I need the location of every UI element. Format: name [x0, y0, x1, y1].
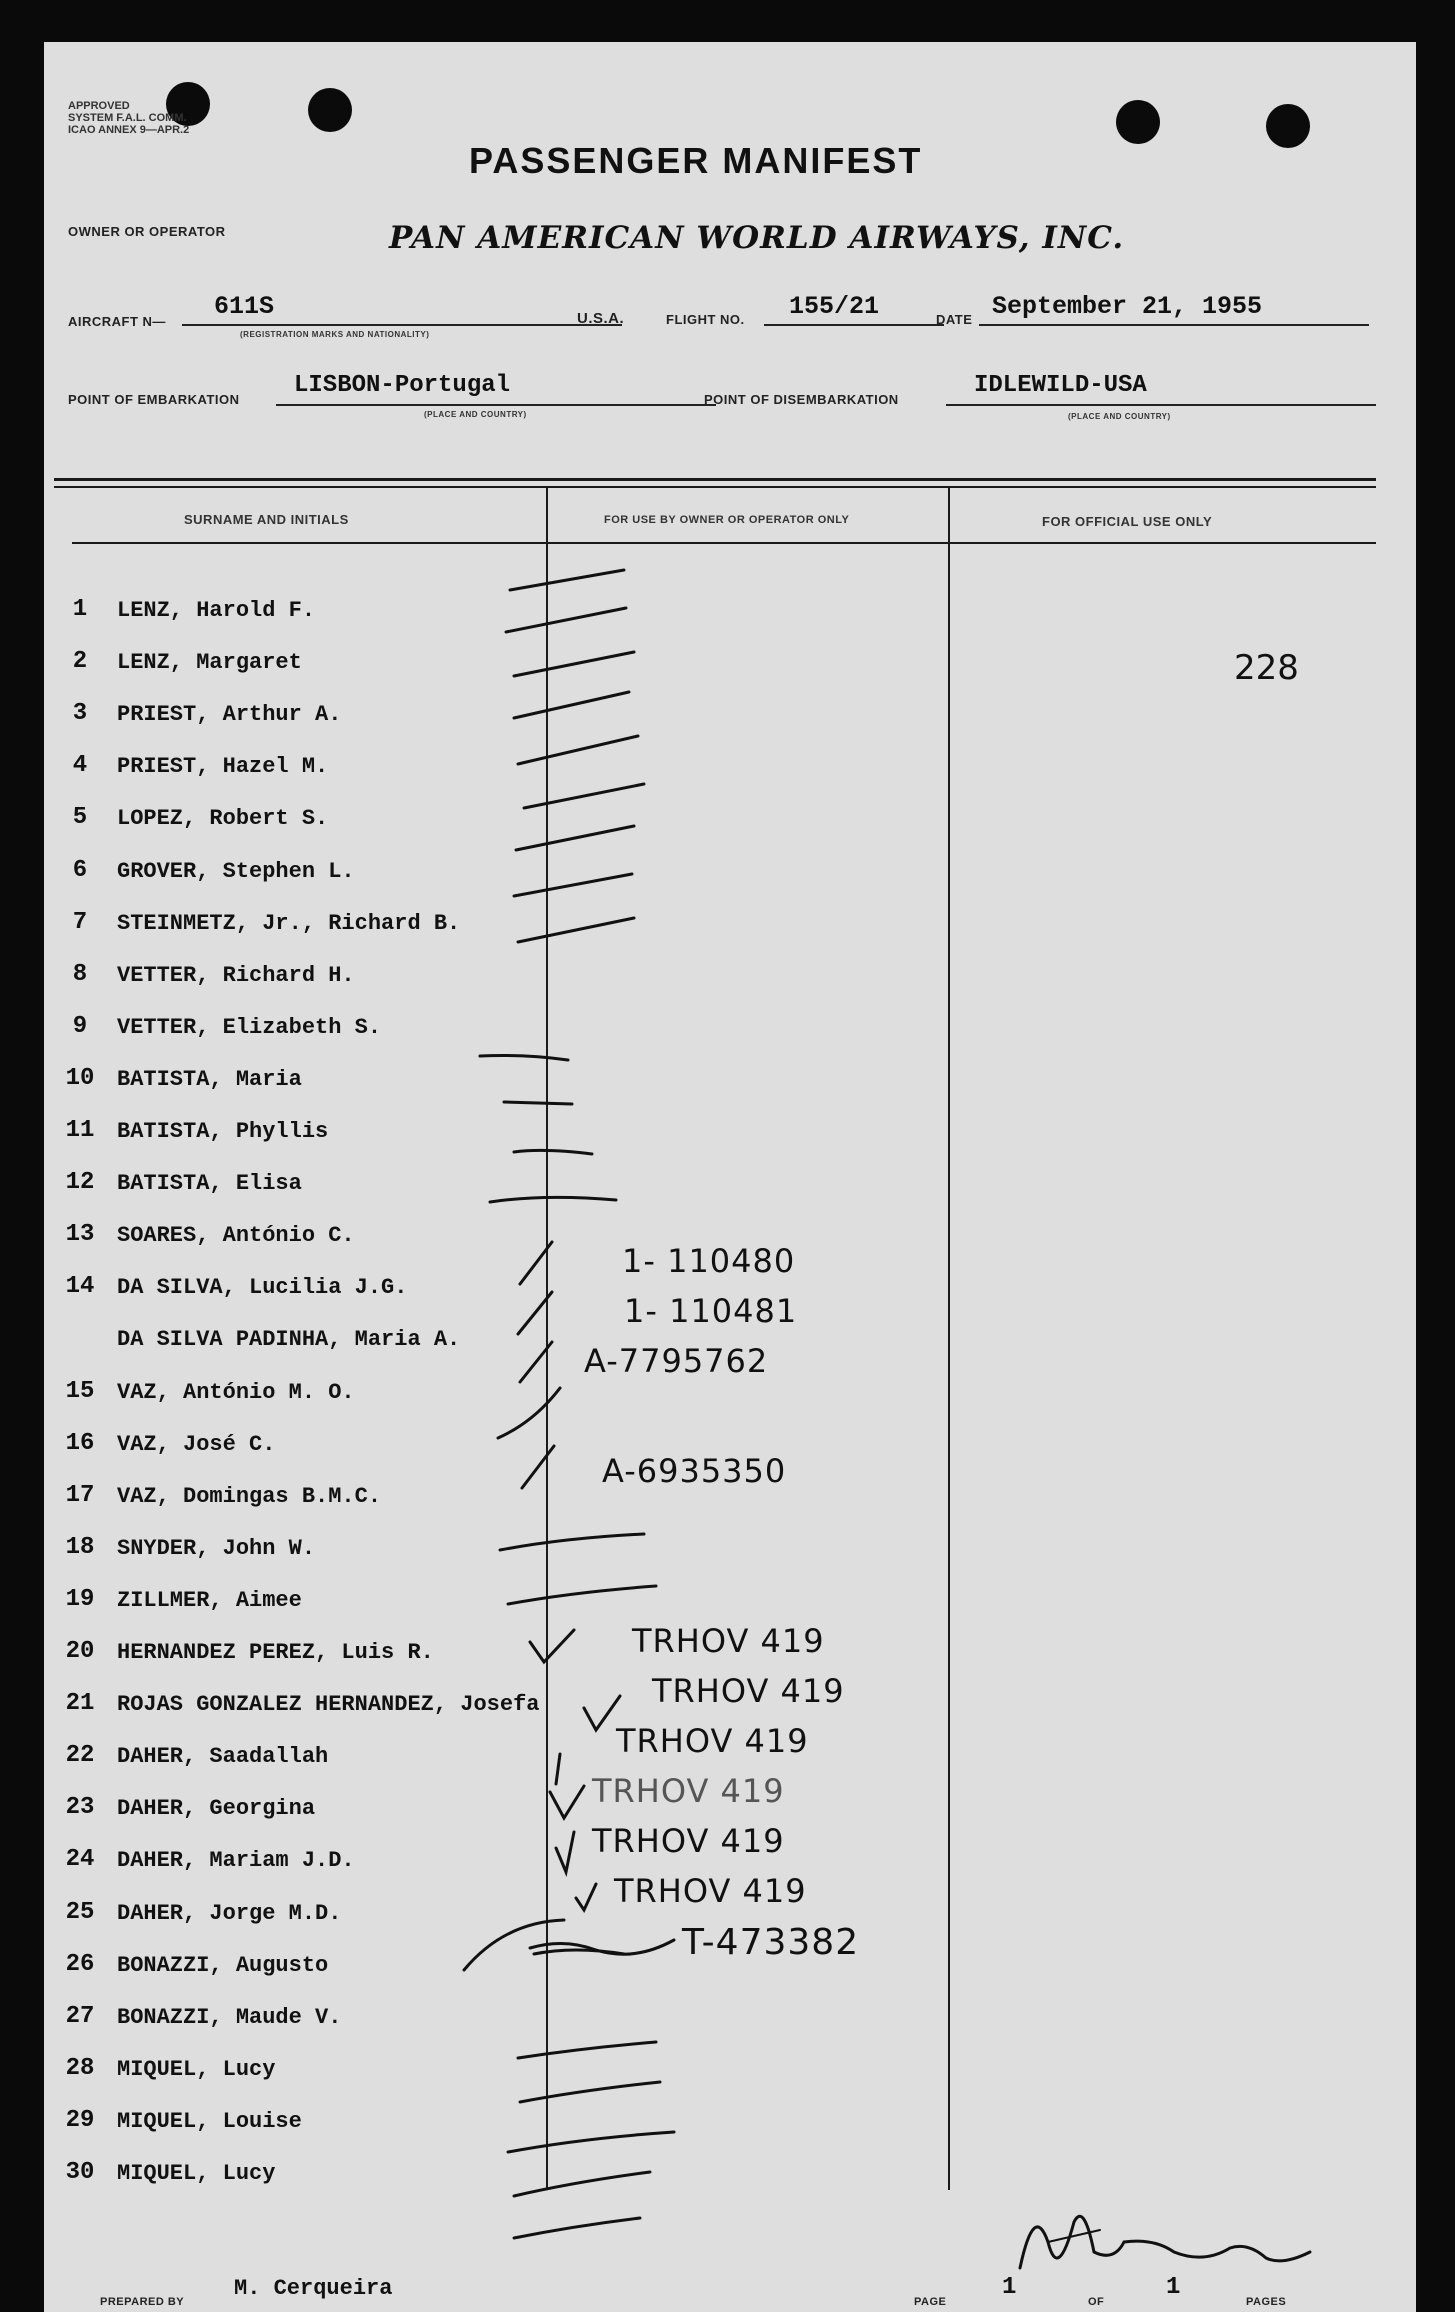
passenger-number: 14 — [65, 1273, 95, 1300]
passenger-number: 20 — [65, 1638, 95, 1665]
passenger-name: DAHER, Saadallah — [117, 1744, 329, 1769]
passenger-number: 30 — [65, 2159, 95, 2186]
passenger-number: 23 — [65, 1794, 95, 1821]
manifest-sheet — [44, 42, 1416, 2312]
passenger-name: MIQUEL, Lucy — [117, 2057, 276, 2082]
page-title: PASSENGER MANIFEST — [469, 140, 923, 181]
passenger-name: DAHER, Mariam J.D. — [117, 1848, 355, 1873]
embarkation-label: POINT OF EMBARKATION — [68, 392, 240, 407]
passenger-name: MIQUEL, Lucy — [117, 2161, 276, 2186]
passenger-number: 28 — [65, 2055, 95, 2082]
of-value: 1 — [1166, 2274, 1181, 2301]
passenger-number: 13 — [65, 1221, 95, 1248]
passenger-number: 26 — [65, 1951, 95, 1978]
embarkation-value: LISBON-Portugal — [294, 372, 511, 399]
flight-value: 155/21 — [789, 292, 880, 321]
passenger-name: LENZ, Margaret — [117, 650, 302, 675]
passenger-number: 12 — [65, 1169, 95, 1196]
passenger-number: 8 — [72, 961, 88, 988]
passenger-number: 17 — [65, 1482, 95, 1509]
operator-note: TRHOV 419 — [592, 1822, 785, 1860]
owner-label: OWNER OR OPERATOR — [68, 224, 226, 239]
disembarkation-value: IDLEWILD-USA — [974, 372, 1147, 399]
aircraft-country: U.S.A. — [577, 310, 625, 327]
official-note: 228 — [1234, 648, 1299, 688]
passenger-number: 4 — [72, 752, 88, 779]
passenger-name: SOARES, António C. — [117, 1223, 355, 1248]
passenger-name: PRIEST, Arthur A. — [117, 702, 342, 727]
owner-use-column-header: FOR USE BY OWNER OR OPERATOR ONLY — [604, 514, 850, 526]
passenger-name: HERNANDEZ PEREZ, Luis R. — [117, 1640, 434, 1665]
disembarkation-label: POINT OF DISEMBARKATION — [704, 392, 899, 407]
embarkation-caption: (PLACE AND COUNTRY) — [424, 410, 527, 419]
operator-note: TRHOV 419 — [592, 1772, 785, 1810]
approval-line: APPROVED — [68, 100, 130, 112]
operator-note: T-473382 — [682, 1922, 860, 1963]
passenger-name: VETTER, Richard H. — [117, 963, 355, 988]
page-value: 1 — [1002, 2274, 1017, 2301]
operator-note: A-6935350 — [602, 1452, 787, 1490]
disembarkation-caption: (PLACE AND COUNTRY) — [1068, 412, 1171, 421]
operator-note: TRHOV 419 — [616, 1722, 809, 1760]
flight-label: FLIGHT NO. — [666, 312, 745, 327]
passenger-number: 10 — [65, 1065, 95, 1092]
passenger-number: 16 — [65, 1430, 95, 1457]
date-label: DATE — [936, 312, 973, 327]
passenger-name: ROJAS GONZALEZ HERNANDEZ, Josefa — [117, 1692, 540, 1717]
passenger-name: BATISTA, Maria — [117, 1067, 302, 1092]
passenger-name: STEINMETZ, Jr., Richard B. — [117, 911, 461, 936]
passenger-name: VAZ, José C. — [117, 1432, 276, 1457]
official-use-column-header: FOR OFFICIAL USE ONLY — [1042, 514, 1213, 529]
operator-note: 1- 110480 — [622, 1242, 796, 1280]
passenger-name: DAHER, Georgina — [117, 1796, 316, 1821]
approval-line: SYSTEM F.A.L. COMM. — [68, 112, 187, 124]
passenger-name: VETTER, Elizabeth S. — [117, 1015, 382, 1040]
passenger-name: BONAZZI, Augusto — [117, 1953, 329, 1978]
approval-line: ICAO ANNEX 9—APR.2 — [68, 124, 190, 136]
passenger-number: 21 — [65, 1690, 95, 1717]
passenger-name: DAHER, Jorge M.D. — [117, 1901, 342, 1926]
aircraft-caption: (REGISTRATION MARKS AND NATIONALITY) — [240, 330, 430, 339]
passenger-name: MIQUEL, Louise — [117, 2109, 302, 2134]
passenger-number: 9 — [72, 1013, 88, 1040]
passenger-name: DA SILVA PADINHA, Maria A. — [117, 1327, 461, 1352]
prepared-by-value: M. Cerqueira — [234, 2276, 393, 2301]
passenger-number: 1 — [72, 596, 88, 623]
passenger-number: 19 — [65, 1586, 95, 1613]
passenger-name: BATISTA, Elisa — [117, 1171, 302, 1196]
passenger-number: 11 — [65, 1117, 95, 1144]
pages-label: PAGES — [1246, 2296, 1287, 2308]
passenger-number: 18 — [65, 1534, 95, 1561]
passenger-number: 25 — [65, 1899, 95, 1926]
passenger-number: 15 — [65, 1378, 95, 1405]
operator-note: TRHOV 419 — [652, 1672, 845, 1710]
passenger-name: ZILLMER, Aimee — [117, 1588, 302, 1613]
passenger-name: LOPEZ, Robert S. — [117, 806, 329, 831]
page-label: PAGE — [914, 2296, 947, 2308]
operator-name: PAN AMERICAN WORLD AIRWAYS, INC. — [389, 220, 1125, 256]
passenger-number: 3 — [72, 700, 88, 727]
passenger-name: LENZ, Harold F. — [117, 598, 316, 623]
operator-note: TRHOV 419 — [632, 1622, 825, 1660]
aircraft-label: AIRCRAFT N— — [68, 314, 166, 329]
passenger-number: 24 — [65, 1846, 95, 1873]
passenger-number: 29 — [65, 2107, 95, 2134]
passenger-name: BATISTA, Phyllis — [117, 1119, 329, 1144]
passenger-name: VAZ, António M. O. — [117, 1380, 355, 1405]
passenger-name: VAZ, Domingas B.M.C. — [117, 1484, 382, 1509]
date-value: September 21, 1955 — [992, 292, 1263, 321]
passenger-number: 2 — [72, 648, 88, 675]
of-label: OF — [1088, 2296, 1105, 2308]
passenger-name: GROVER, Stephen L. — [117, 859, 355, 884]
operator-note: TRHOV 419 — [614, 1872, 807, 1910]
passenger-number: 7 — [72, 909, 88, 936]
passenger-name: SNYDER, John W. — [117, 1536, 316, 1561]
passenger-name: BONAZZI, Maude V. — [117, 2005, 342, 2030]
aircraft-value: 611S — [214, 292, 275, 321]
passenger-name: DA SILVA, Lucilia J.G. — [117, 1275, 408, 1300]
passenger-number: 27 — [65, 2003, 95, 2030]
pen-marks — [44, 42, 1416, 2312]
passenger-number: 22 — [65, 1742, 95, 1769]
passenger-name: PRIEST, Hazel M. — [117, 754, 329, 779]
prepared-by-label: PREPARED BY — [100, 2296, 185, 2308]
operator-note: A-7795762 — [584, 1342, 769, 1380]
passenger-number: 5 — [72, 804, 88, 831]
operator-note: 1- 110481 — [624, 1292, 798, 1330]
surname-column-header: SURNAME AND INITIALS — [184, 512, 349, 527]
passenger-number: 6 — [72, 857, 88, 884]
